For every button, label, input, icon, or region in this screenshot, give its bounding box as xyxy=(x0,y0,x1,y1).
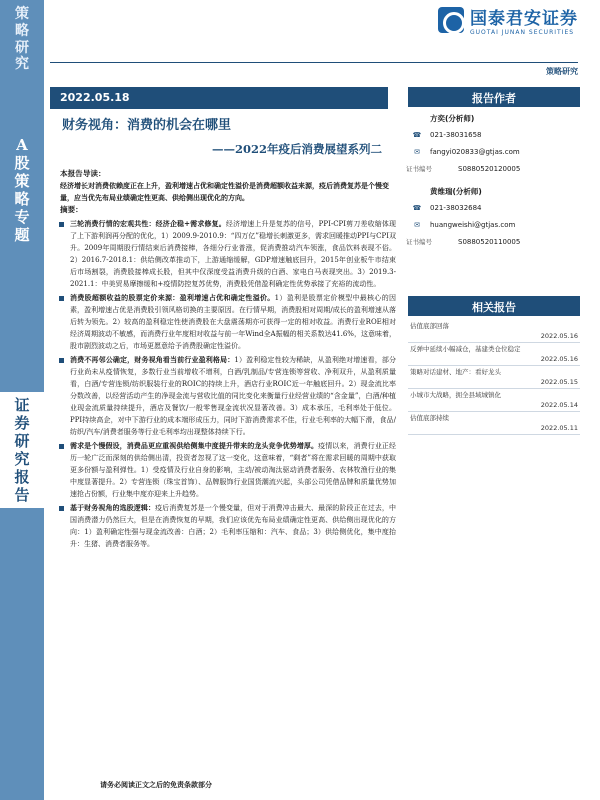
bullet-text: 疫后消费复苏是一个慢变量，但对于消费冲击最大、最深的阶段正在过去，中国消费潜力仍然巨大，但是在消费恢复的早期，我们应该优先布局业绩确定性更高、供给侧出现优化的方向：1）盈利确定性强与现金流改善：白酒；2）毛利率压缩和：汽车、食品；3）供给侧优化，集中度抬升：生猪、消费者服务等。 xyxy=(70,504,397,548)
bullet-lead: 需求是个慢假设，消费品更应重视供给侧集中度提升带来的龙头竞争优势增厚。 xyxy=(70,441,319,450)
bullet-text: 疫情以来，消费行业正经历一轮广泛而深刻的供给侧出清，投资者忽视了这一变化，这意味着，“剩者”将在需求回暖的周期中获取更多份额与盈利弹性。1）受疫情及行业自身的影响，主动/被动淘汰驱动消费者服务、农林牧渔行业的集中度显著提升。2）专营连锁（珠宝首饰）、品牌服饰行业国货潮流兴起，头部公司凭借品牌和质量优势加速抢占份额，行业集中度亦迎来上升趋势。 xyxy=(70,442,397,498)
bullet-lead: 基于财务视角的选股逻辑： xyxy=(70,503,156,512)
phone-icon: ☎ xyxy=(412,204,422,212)
related-item[interactable] xyxy=(408,366,580,389)
summary-bullet xyxy=(56,440,396,500)
logo-emblem-icon xyxy=(438,7,464,33)
bullet-text: 经济增速上升是复苏的信号，PPI-CPI剪刀差收缩体现了上下游利润再分配的优化，1）2009.9-2010.9：“四万亿”稳增长刺激更多，需求回暖推动PPI与CPI双升。2009年周期股行情结束后消费接棒，各细分行业普涨，促消费推动汽车领涨，食品饮料表现不俗。2）2016.7-2018.1：供给侧改革推动下，上游通缩缓解，GDP增速触底回升，2015年创业板牛市结束后市场割裂，消费股接棒成长股，但其中仅深度受益消费升级的白酒、家电白马表现突出。3）2019.3-2021.1：中美贸易摩擦缓和+疫情防控复苏优势，消费股凭借盈利确定性优势承接了充裕的流动性。 xyxy=(70,220,396,288)
summary-bullet xyxy=(56,292,396,352)
section-tag: 策略研究 xyxy=(546,67,578,76)
related-date: 2022.05.15 xyxy=(540,378,578,386)
summary-label: 摘要： xyxy=(60,205,83,214)
related-date: 2022.05.16 xyxy=(540,332,578,340)
related-title: 策略对话建材、地产：看好龙头 xyxy=(410,368,501,376)
logo-chinese-name: 国泰君安证券 xyxy=(470,9,578,29)
related-title: 反弹中延续小幅减仓，基建类仓位稳定 xyxy=(410,345,521,353)
guide-text: 经济增长对消费依赖度正在上升，盈利增速占优和确定性溢价是消费超额收益来源，疫后消费复苏是个慢变量，应当优先布局业绩确定性更高、供给侧出现优化的方向。 xyxy=(60,181,389,202)
email-icon: ✉ xyxy=(414,148,420,156)
related-item[interactable] xyxy=(408,389,580,412)
analyst-cert: S0880520110005 xyxy=(458,238,521,246)
related-item[interactable] xyxy=(408,320,580,343)
report-date: 2022.05.18 xyxy=(50,87,388,109)
main-column xyxy=(56,168,396,550)
analyst-name: 黄维瑞(分析师) xyxy=(430,187,482,196)
related-item[interactable] xyxy=(408,343,580,366)
analyst-cert: S0880520120005 xyxy=(458,165,521,173)
report-subtitle: ——2022年疫后消费展望系列二 xyxy=(211,142,382,156)
guide-label: 本报告导读： xyxy=(60,169,106,178)
summary-bullet xyxy=(56,354,396,438)
disclaimer-note: 请务必阅读正文之后的免责条款部分 xyxy=(100,780,212,789)
related-heading: 相关报告 xyxy=(408,296,580,316)
related-title: 估值底部回落 xyxy=(410,322,449,330)
cert-label: 证书编号 xyxy=(406,238,432,246)
analyst-name: 方奕(分析师) xyxy=(430,114,475,123)
related-title: 小城市大战略，拥全县域城镇化 xyxy=(410,391,501,399)
bullet-text: 1）盈利稳定性较为稀缺，从盈利绝对增速看，部分行业尚未从疫情恢复，多数行业当前增收不增利，白酒/乳制品/专营连锁等营收、净利双升，从盈利质量看，白酒/专营连锁/纺织服装行业的ROIC的持续上升，酒店行业ROIC近一年触底回升。2）现金流比率分数改善，以经营活动产生的净现金流与营收比值的同比变化来衡量行业经营业绩的“含金量”，白酒/种植业现金流质量持续提升，酒店及餐饮/一般零售现金流状况显著改善。3）成本承压，毛利率处于低位。PPI持续高企，对中下游行业的成本端形成压力，同时下游消费需求不佳，行业毛利率的大幅下滑，食品/纺织/汽车/消费者服务等行业毛利率均出现整体持续下行。 xyxy=(70,356,397,436)
analyst-card xyxy=(406,110,582,178)
company-logo xyxy=(438,4,578,36)
related-item[interactable] xyxy=(408,412,580,435)
analyst-card xyxy=(406,183,582,251)
summary-bullet xyxy=(56,502,396,550)
side-category-topic: A 股 策 略 专 题 xyxy=(14,136,30,244)
side-category-strategy: 策 略 研 究 xyxy=(15,6,29,73)
side-category-report: 证 券 研 究 报 告 xyxy=(0,392,44,508)
related-date: 2022.05.11 xyxy=(540,424,578,432)
bullet-lead: 消费不再邻公确定，财务视角看当前行业盈利格局： xyxy=(70,355,235,364)
related-date: 2022.05.14 xyxy=(540,401,578,409)
authors-heading: 报告作者 xyxy=(408,87,580,107)
bullet-lead: 消费股超额收益的股票定价来源：盈利增速占优和确定性溢价。 xyxy=(70,293,275,302)
cert-label: 证书编号 xyxy=(406,165,432,173)
summary-bullet xyxy=(56,218,396,290)
header-divider xyxy=(50,62,578,63)
related-list xyxy=(408,320,580,435)
analyst-email[interactable]: huangweishi@gtjas.com xyxy=(430,221,516,229)
logo-english-name: GUOTAI JUNAN SECURITIES xyxy=(470,29,575,36)
bullet-lead: 三轮消费行情的宏观共性：经济企稳+需求修复。 xyxy=(70,219,226,228)
phone-icon: ☎ xyxy=(412,131,422,139)
analyst-phone: 021-38032684 xyxy=(430,204,482,212)
analyst-phone: 021-38031658 xyxy=(430,131,482,139)
bullet-text: 1）盈利是股票定价模型中最核心的因素，盈利增速占优是消费股引领风格切换的主要原因。在行情早期，消费股相对周期/成长的盈利增速从落后转为领先。2）较高的盈利稳定性使消费股在大盘震荡期亦可获得一定的相对收益。消费行业ROE相对经济周期波动不敏感，而消费行业年度相对收益与前一年Wind全A振幅的相关系数达41.6%，这意味着，股市剧烈波动之后，市场更愿意给予消费股确定性溢价。 xyxy=(70,294,397,350)
analyst-email[interactable]: fangyi020833@gtjas.com xyxy=(430,148,520,156)
related-date: 2022.05.16 xyxy=(540,355,578,363)
email-icon: ✉ xyxy=(414,221,420,229)
related-title: 估值底部持续 xyxy=(410,414,449,422)
report-title: 财务视角：消费的机会在哪里 xyxy=(62,118,232,133)
